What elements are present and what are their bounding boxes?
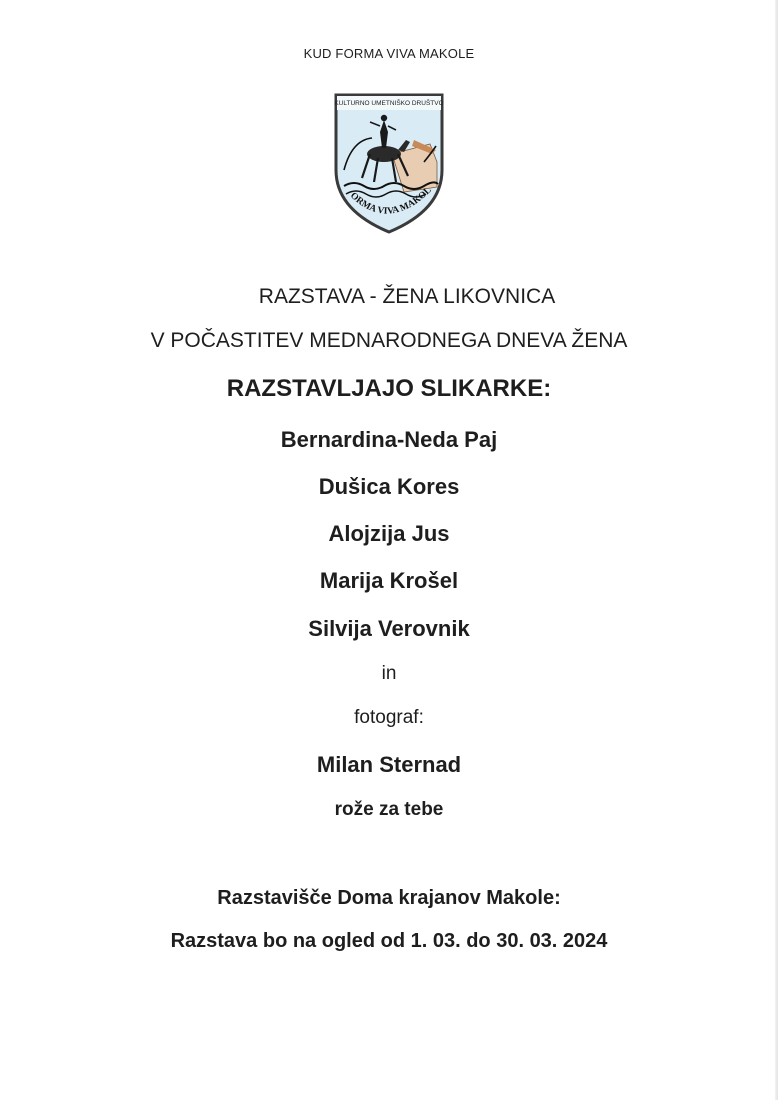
exhibitors-heading: RAZSTAVLJAJO SLIKARKE: [226, 375, 552, 402]
organization-name: KUD FORMA VIVA MAKOLE [303, 46, 475, 61]
logo-bottom-text: ORMA VIVA MAKOL [348, 185, 434, 217]
horse-rider-emblem-icon [332, 92, 446, 235]
exhibition-title: RAZSTAVA - ŽENA LIKOVNICA [258, 285, 556, 308]
logo-top-text: KULTURNO UMETNIŠKO DRUŠTVO [334, 100, 444, 107]
exhibition-occasion: V POČASTITEV MEDNARODNEGA DNEVA ŽENA [150, 329, 628, 352]
painter-name: Alojzija Jus [328, 521, 450, 546]
conjunction-text: in [381, 663, 397, 684]
exhibition-dates: Razstava bo na ogled od 1. 03. do 30. 03. 2024 [170, 930, 608, 952]
venue-text: Razstavišče Doma krajanov Makole: [217, 887, 561, 909]
painter-name: Bernardina-Neda Paj [280, 427, 498, 452]
photographer-label: fotograf: [354, 707, 424, 728]
photo-series-title: rože za tebe [334, 799, 444, 820]
photographer-name: Milan Sternad [316, 752, 462, 777]
society-logo [332, 92, 446, 235]
painter-name: Dušica Kores [318, 474, 460, 499]
painter-name: Marija Krošel [319, 568, 459, 593]
painter-name: Silvija Verovnik [308, 616, 470, 641]
